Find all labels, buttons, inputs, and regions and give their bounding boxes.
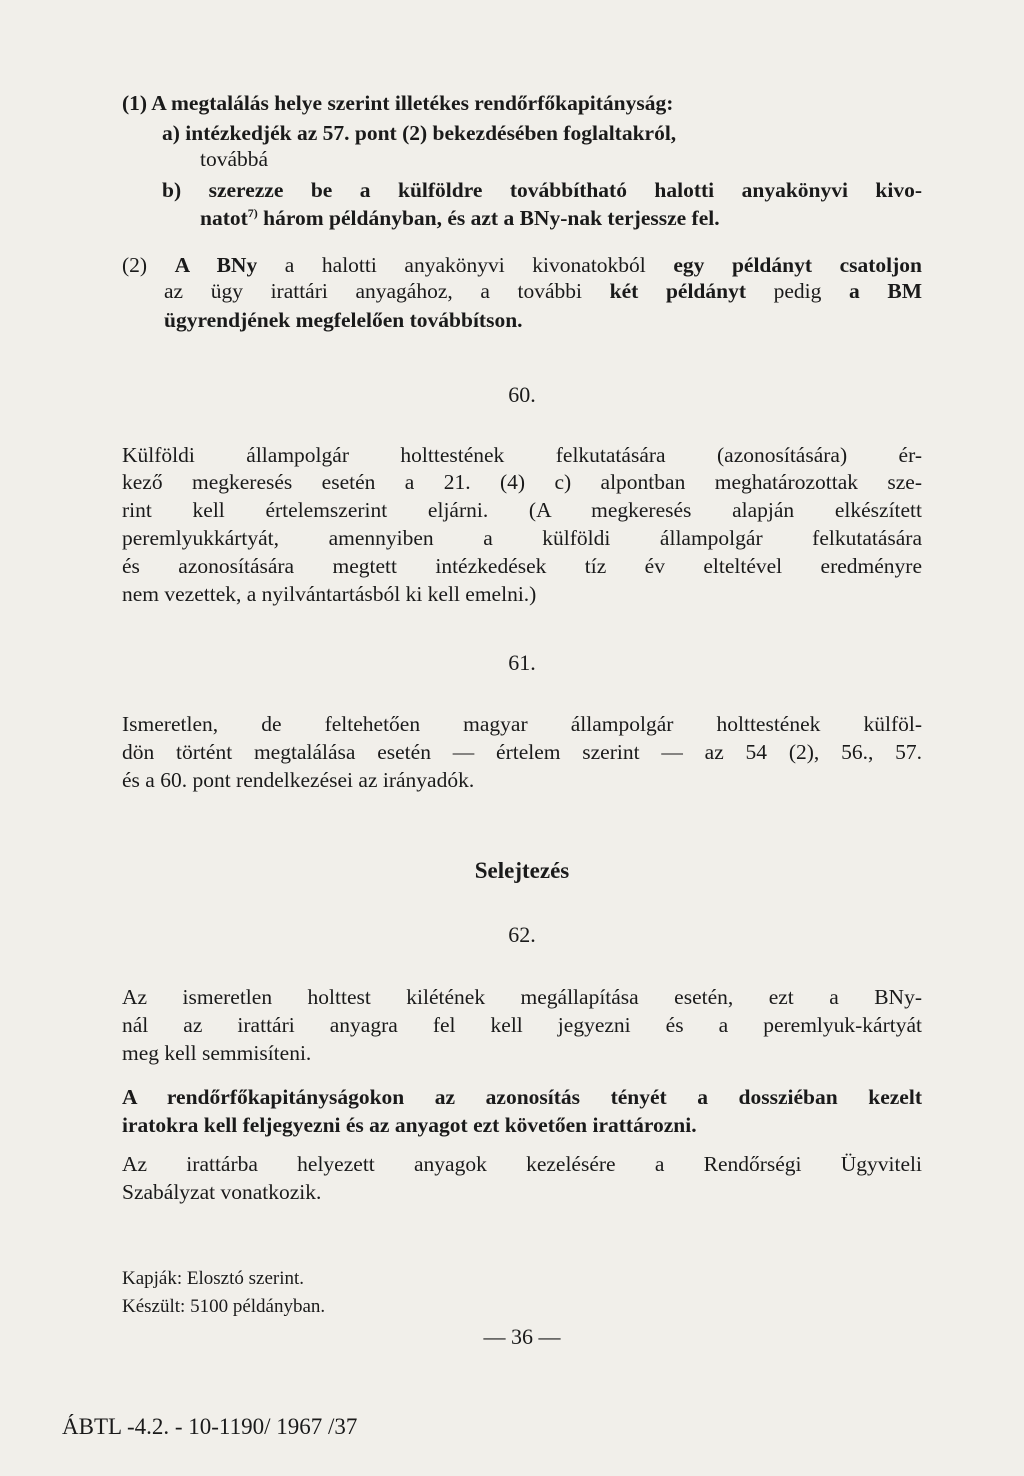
paragraph-2-normal-a: a halotti anyakönyvi kivonatokból xyxy=(284,253,646,277)
section-61-line3: és a 60. pont rendelkezései az irányadók. xyxy=(122,768,475,792)
section-heading: Selejtezés xyxy=(474,858,570,883)
paragraph-1-intro xyxy=(122,90,862,116)
section-62-bold-line2: iratokra kell feljegyezni és az anyagot ezt követően irattározni. xyxy=(122,1113,697,1137)
paragraph-2-bold-d: a BM xyxy=(849,279,923,303)
distribution-copies: Készült: 5100 példányban. xyxy=(122,1296,326,1317)
section-62-line2: nál az irattári anyagra fel kell jegyezni és a peremlyuk-kártyát xyxy=(122,1013,922,1037)
paragraph-2-bold-c: két példányt xyxy=(609,279,746,303)
section-60-number: 60. xyxy=(508,382,536,407)
distribution-recipients: Kapják: Elosztó szerint. xyxy=(122,1268,305,1289)
section-60-line5: és azonosítására megtett intézkedések tíz év elteltével eredményre xyxy=(122,554,922,578)
section-62-note-line1: Az irattárba helyezett anyagok kezelésére a Rendőrségi Ügyviteli xyxy=(122,1152,922,1176)
paragraph-2-normal-b: az ügy irattári anyagához, a további xyxy=(164,279,583,303)
section-62-line3: meg kell semmisíteni. xyxy=(122,1041,312,1065)
paragraph-2-line1 xyxy=(122,252,922,278)
section-62-note-line2: Szabályzat vonatkozik. xyxy=(122,1180,322,1204)
item-b-line2 xyxy=(200,205,720,231)
section-61-number: 61. xyxy=(508,650,536,675)
item-b-word: natot xyxy=(200,206,248,230)
section-62-bold-line1: A rendőrfőkapitányságokon az azonosítás tényét a dossziéban kezelt xyxy=(122,1085,922,1109)
section-61-line2: dön történt megtalálása esetén — értelem szerint — az 54 (2), 56., 57. xyxy=(122,740,922,764)
item-a-text: intézkedjék az 57. pont (2) bekezdésében foglaltakról, xyxy=(185,121,677,145)
footnote-ref: 7) xyxy=(247,205,258,220)
section-60-line1: Külföldi állampolgár holttestének felkutatására (azonosítására) ér- xyxy=(122,443,922,467)
item-a-line1 xyxy=(162,120,676,146)
paragraph-1-label: (1) xyxy=(122,91,148,115)
paragraph-1-text: A megtalálás helye szerint illetékes rendőrfőkapitányság: xyxy=(151,91,674,115)
paragraph-2-label: (2) xyxy=(122,253,148,277)
paragraph-2-bold-b: egy példányt csatoljon xyxy=(673,253,922,277)
item-b-rest: három példányban, és azt a BNy-nak terjessze fel. xyxy=(263,206,720,230)
section-60-line4: peremlyukkártyát, amennyiben a külföldi állampolgár felkutatására xyxy=(122,526,922,550)
archive-reference: ÁBTL -4.2. - 10-1190/ 1967 /37 xyxy=(62,1414,358,1439)
page-number: — 36 — xyxy=(483,1324,561,1349)
item-b-label: b) xyxy=(162,178,182,202)
section-60-line6: nem vezettek, a nyilvántartásból ki kell emelni.) xyxy=(122,582,537,606)
item-b-line1 xyxy=(162,177,922,203)
paragraph-2-bold-a: A BNy xyxy=(174,253,258,277)
section-62-number: 62. xyxy=(508,922,536,947)
section-60-line3: rint kell értelemszerint eljárni. (A megkeresés alapján elkészített xyxy=(122,498,922,522)
item-a-line2: továbbá xyxy=(200,147,269,171)
item-b-text: szerezze be a külföldre továbbítható halotti anyakönyvi kivo- xyxy=(208,178,923,202)
paragraph-2-line3: ügyrendjének megfelelően továbbítson. xyxy=(164,308,523,332)
section-61-line1: Ismeretlen, de feltehetően magyar állampolgár holttestének külföl- xyxy=(122,712,922,736)
paragraph-2-normal-c: pedig xyxy=(773,279,822,303)
section-62-line1: Az ismeretlen holttest kilétének megállapítása esetén, ezt a BNy- xyxy=(122,985,922,1009)
item-a-label: a) xyxy=(162,121,180,145)
paragraph-2-line2 xyxy=(164,278,922,304)
section-60-line2: kező megkeresés esetén a 21. (4) c) alpontban meghatározottak sze- xyxy=(122,470,922,494)
